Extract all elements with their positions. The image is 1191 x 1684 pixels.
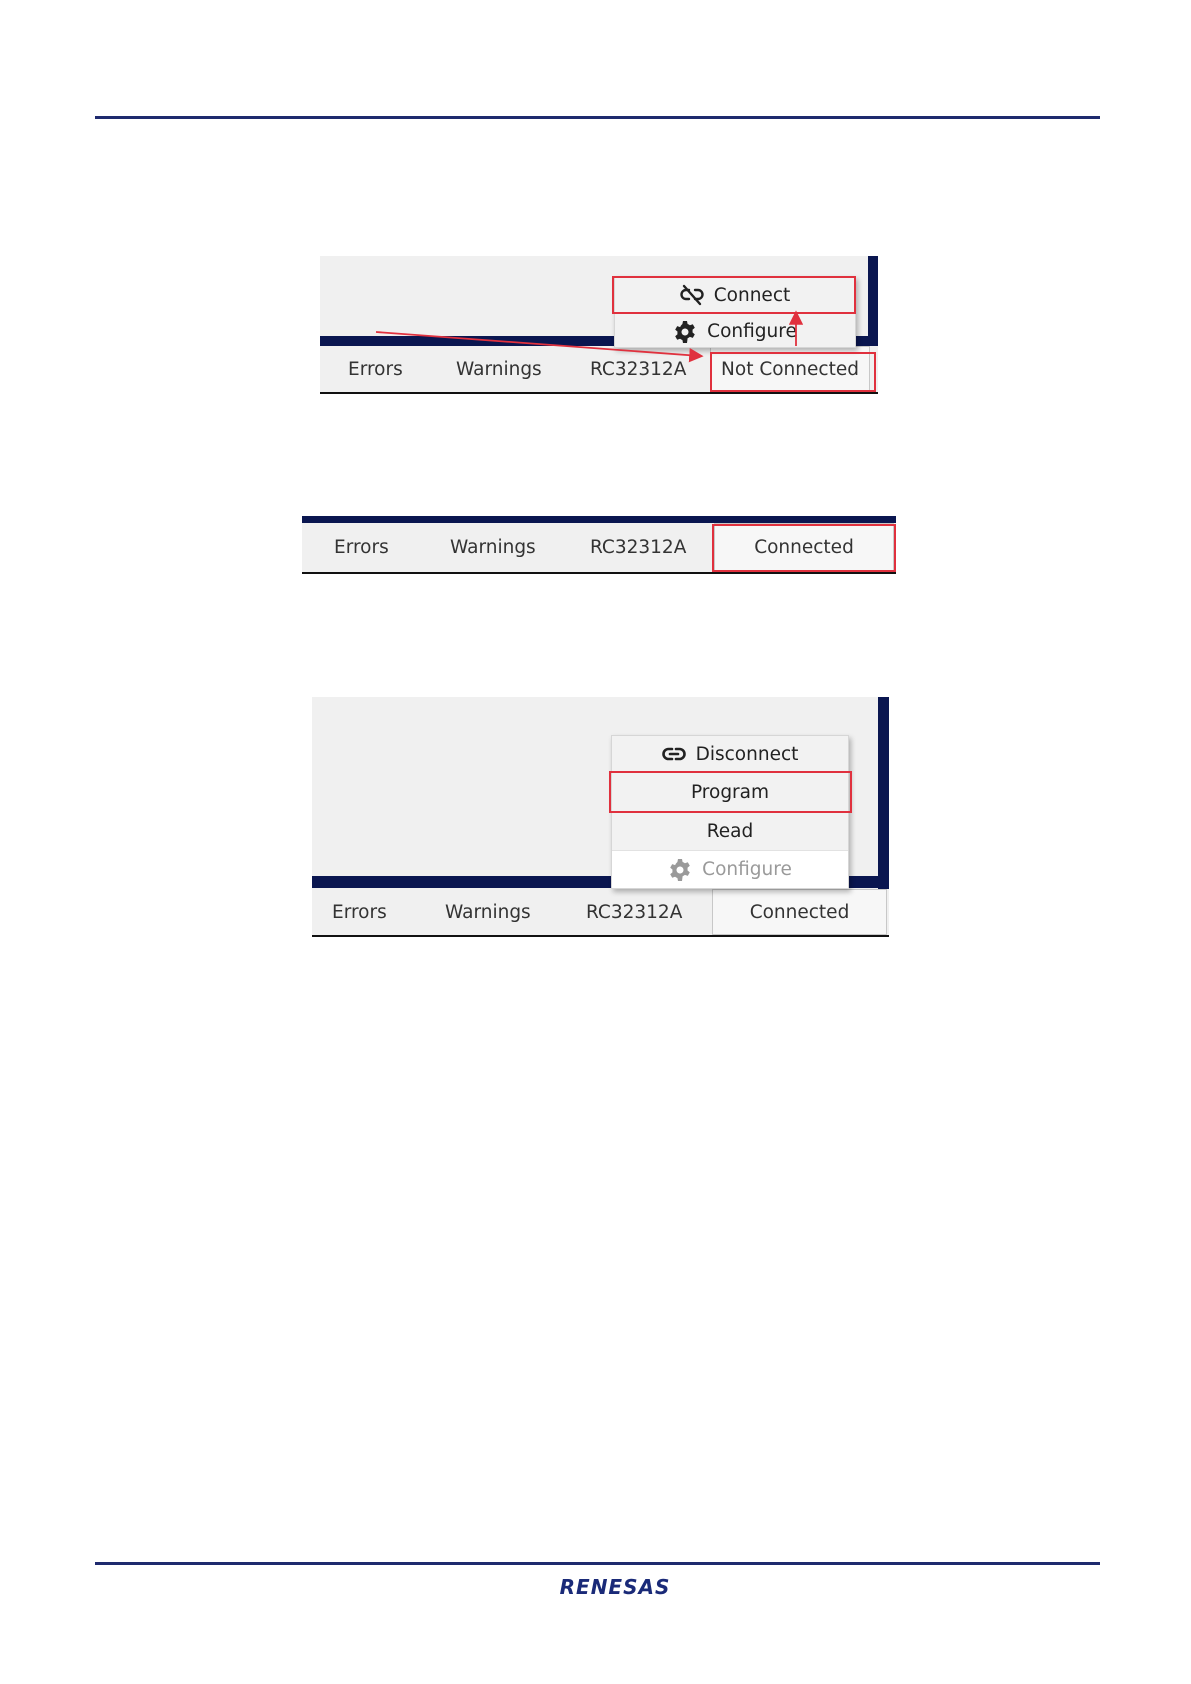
- status-bar: [312, 889, 889, 937]
- connection-menu: [611, 735, 849, 889]
- read-menu-item[interactable]: [612, 812, 848, 850]
- status-bar: [302, 523, 896, 574]
- program-menu-item[interactable]: [612, 772, 848, 812]
- read-label: Read: [706, 821, 754, 842]
- renesas-logo: [545, 1574, 685, 1600]
- errors-tab[interactable]: Errors: [332, 901, 387, 923]
- errors-tab[interactable]: Errors: [334, 537, 389, 558]
- connection-status-button[interactable]: Not Connected: [710, 346, 870, 392]
- connection-status-button[interactable]: Connected: [712, 889, 887, 935]
- link-icon: [662, 742, 686, 766]
- connect-label: Connect: [713, 284, 791, 306]
- annotation-arrows: [320, 256, 878, 394]
- program-label: Program: [690, 782, 770, 803]
- connection-status-button[interactable]: Connected: [714, 523, 894, 572]
- disconnect-label: Disconnect: [695, 743, 799, 765]
- configure-label: Configure: [702, 859, 792, 880]
- disconnect-menu-item[interactable]: [612, 736, 848, 772]
- warnings-tab[interactable]: Warnings: [450, 537, 536, 558]
- errors-tab[interactable]: Errors: [348, 358, 403, 380]
- svg-text:RENESAS: RENESAS: [559, 1575, 671, 1599]
- figure2-screenshot: [302, 516, 896, 574]
- figure3-screenshot: [312, 697, 889, 937]
- device-tab[interactable]: RC32312A: [590, 537, 687, 558]
- configure-label: Configure: [707, 321, 797, 342]
- header-rule: [95, 116, 1100, 119]
- configure-menu-item: [612, 850, 848, 888]
- warnings-tab[interactable]: Warnings: [456, 358, 542, 380]
- gear-icon: [668, 858, 692, 882]
- device-tab[interactable]: RC32312A: [586, 901, 683, 923]
- window-border: [878, 697, 889, 889]
- device-tab[interactable]: RC32312A: [590, 358, 687, 380]
- footer-rule: [95, 1562, 1100, 1565]
- figure1-screenshot: [320, 256, 878, 394]
- warnings-tab[interactable]: Warnings: [445, 901, 531, 923]
